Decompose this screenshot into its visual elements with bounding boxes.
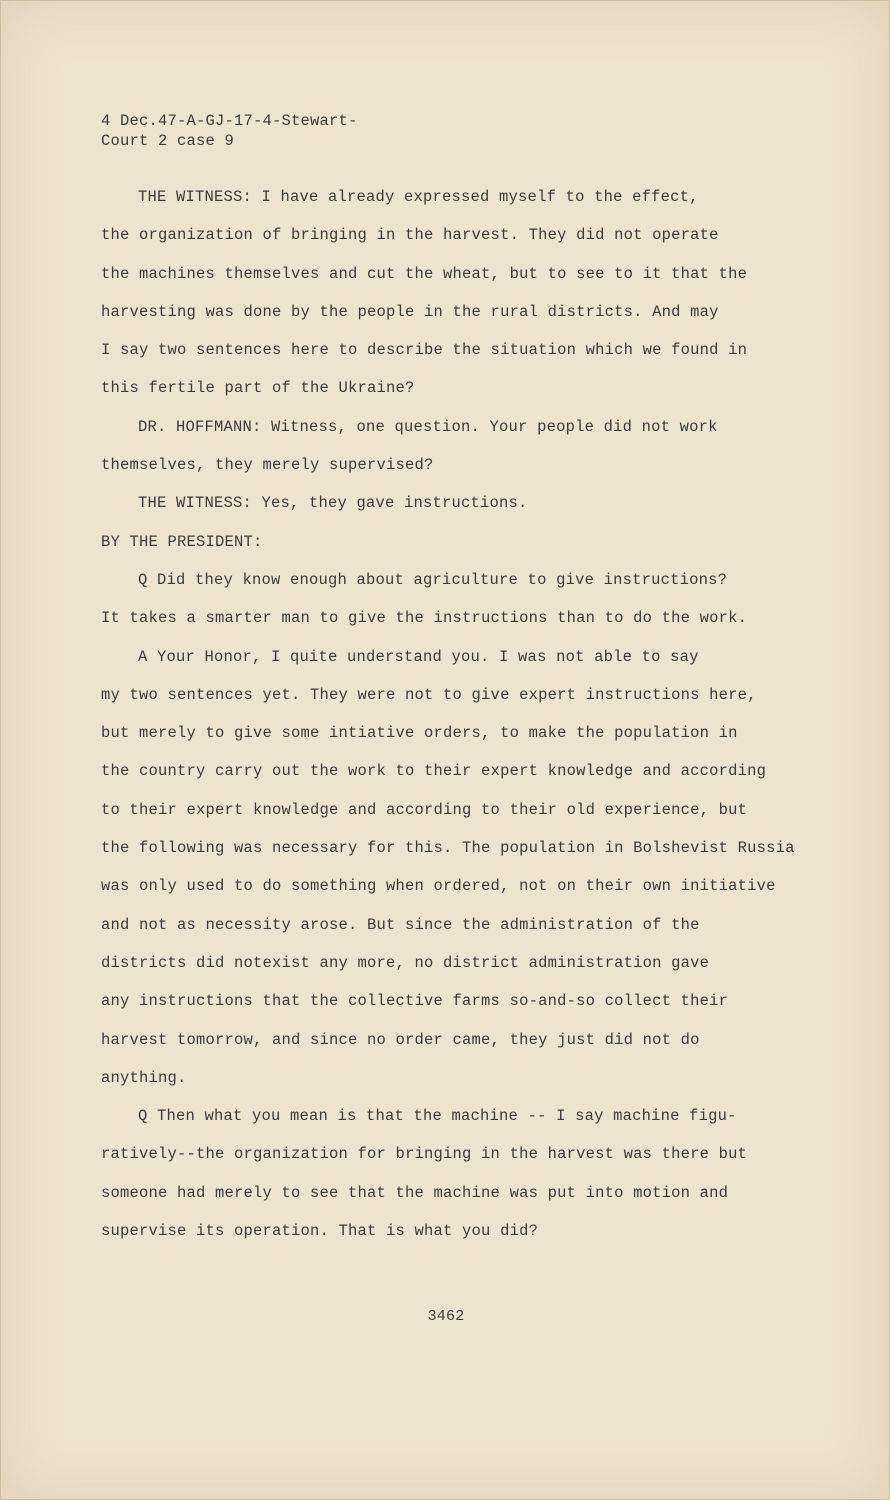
transcript-line: any instructions that the collective farms so-and-so collect their — [101, 992, 729, 1011]
page-number: 3462 — [427, 1308, 465, 1325]
transcript-line: the following was necessary for this. The population in Bolshevist Russia — [101, 839, 795, 858]
transcript-line: districts did notexist any more, no district administration gave — [101, 953, 710, 972]
transcript-line: but merely to give some intiative orders, to make the population in — [101, 724, 738, 743]
transcript-line: Q Then what you mean is that the machine -- I say machine figu- — [138, 1107, 737, 1126]
header-court-line: Court 2 case 9 — [101, 132, 235, 150]
transcript-line: ratively--the organization for bringing in the harvest was there but — [101, 1145, 748, 1164]
transcript-line: THE WITNESS: I have already expressed myself to the effect, — [138, 188, 699, 206]
transcript-line: harvesting was done by the people in the rural districts. And may — [101, 302, 719, 321]
transcript-line: was only used to do something when ordered, not on their own initiative — [101, 877, 776, 896]
transcript-line: themselves, they merely supervised? — [101, 456, 434, 475]
transcript-line: BY THE PRESIDENT: — [101, 532, 263, 551]
transcript-line: to their expert knowledge and according to their old experience, but — [101, 800, 748, 819]
transcript-line: someone had merely to see that the machine was put into motion and — [101, 1183, 729, 1202]
transcript-line: THE WITNESS: Yes, they gave instructions. — [138, 494, 528, 513]
transcript-line: It takes a smarter man to give the instructions than to do the work. — [101, 609, 748, 628]
transcript-line: DR. HOFFMANN: Witness, one question. Your people did not work — [138, 417, 718, 436]
transcript-line: the country carry out the work to their expert knowledge and according — [101, 762, 767, 781]
transcript-line: supervise its operation. That is what you did? — [101, 1222, 539, 1241]
document-header — [101, 111, 358, 151]
transcript-line: the machines themselves and cut the wheat, but to see to it that the — [101, 264, 748, 283]
transcript-line: this fertile part of the Ukraine? — [101, 379, 415, 398]
transcript-line: A Your Honor, I quite understand you. I was not able to say — [138, 647, 699, 666]
transcript-line: my two sentences yet. They were not to give expert instructions here, — [101, 685, 757, 704]
transcript-line: harvest tomorrow, and since no order came, they just did not do — [101, 1030, 700, 1049]
transcript-line: the organization of bringing in the harvest. They did not operate — [101, 226, 719, 245]
header-reference-line: 4 Dec.47-A-GJ-17-4-Stewart- — [101, 112, 358, 130]
transcript-line: and not as necessity arose. But since the administration of the — [101, 915, 700, 934]
transcript-line: anything. — [101, 1068, 187, 1087]
transcript-body — [101, 186, 816, 1258]
transcript-line: Q Did they know enough about agriculture to give instructions? — [138, 570, 728, 589]
transcript-line: I say two sentences here to describe the situation which we found in — [101, 341, 748, 360]
